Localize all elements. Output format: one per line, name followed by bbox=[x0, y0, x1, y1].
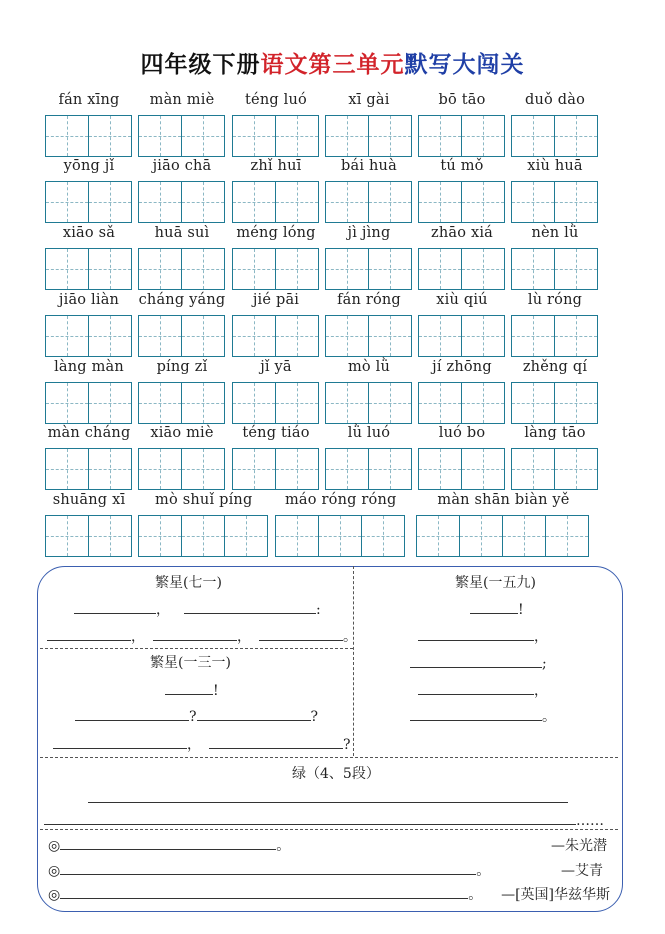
punct: ! bbox=[518, 602, 524, 618]
word-group bbox=[138, 359, 226, 425]
tianzi-boxes bbox=[418, 248, 505, 290]
writing-cell[interactable] bbox=[89, 182, 131, 222]
pinyin-label: luó bo bbox=[438, 425, 486, 441]
section-title-fanxing71: 繁星(七一) bbox=[155, 575, 222, 591]
punct: ， bbox=[156, 602, 170, 618]
pinyin-label: jì jìng bbox=[347, 225, 391, 241]
writing-cell[interactable] bbox=[419, 383, 462, 423]
writing-cell[interactable] bbox=[46, 383, 89, 423]
tianzi-boxes bbox=[511, 315, 598, 357]
tianzi-boxes bbox=[511, 448, 598, 490]
writing-cell[interactable] bbox=[233, 383, 276, 423]
punct: ? bbox=[189, 709, 197, 725]
writing-cell[interactable] bbox=[326, 182, 369, 222]
tianzi-boxes bbox=[325, 115, 412, 157]
writing-cell[interactable] bbox=[182, 182, 224, 222]
pinyin-label: mò shuǐ píng bbox=[155, 492, 253, 508]
writing-cell[interactable] bbox=[89, 316, 131, 356]
title-part-2: 语文第三单元 bbox=[260, 52, 405, 78]
tianzi-boxes bbox=[511, 181, 598, 223]
writing-cell[interactable] bbox=[369, 249, 411, 289]
pinyin-label: xiù huā bbox=[527, 158, 583, 174]
pinyin-label: téng luó bbox=[245, 92, 307, 108]
divider-lv bbox=[40, 757, 618, 758]
pinyin-label: làng tāo bbox=[524, 425, 586, 441]
writing-cell[interactable] bbox=[512, 316, 555, 356]
word-group bbox=[325, 225, 413, 291]
word-group bbox=[45, 292, 133, 358]
writing-cell[interactable] bbox=[233, 249, 276, 289]
word-group bbox=[232, 92, 320, 158]
writing-cell[interactable] bbox=[326, 316, 369, 356]
tianzi-boxes bbox=[138, 115, 225, 157]
blank[interactable] bbox=[44, 810, 576, 825]
writing-cell[interactable] bbox=[46, 182, 89, 222]
writing-cell[interactable] bbox=[276, 449, 318, 489]
section-title-lv: 绿（4、5段） bbox=[292, 766, 380, 782]
pinyin-label: bō tāo bbox=[438, 92, 486, 108]
tianzi-boxes bbox=[138, 248, 225, 290]
word-group bbox=[232, 225, 320, 291]
writing-cell[interactable] bbox=[503, 516, 546, 556]
pinyin-label: màn miè bbox=[149, 92, 215, 108]
pinyin-label: shuāng xī bbox=[52, 492, 126, 508]
blank[interactable] bbox=[418, 680, 534, 695]
writing-cell[interactable] bbox=[139, 249, 182, 289]
writing-cell[interactable] bbox=[555, 316, 597, 356]
writing-cell[interactable] bbox=[369, 449, 411, 489]
tianzi-boxes bbox=[511, 115, 598, 157]
word-group bbox=[45, 158, 133, 224]
quote-author-3: —[英国]华兹华斯 bbox=[501, 887, 610, 903]
word-group bbox=[45, 425, 133, 491]
word-group bbox=[418, 158, 506, 224]
circle-mark-icon: ◎ bbox=[48, 838, 61, 854]
writing-cell[interactable] bbox=[462, 316, 504, 356]
fanxing71-line-1 bbox=[74, 599, 321, 619]
writing-cell[interactable] bbox=[182, 383, 224, 423]
writing-cell[interactable] bbox=[182, 249, 224, 289]
tianzi-boxes bbox=[325, 248, 412, 290]
writing-cell[interactable] bbox=[46, 249, 89, 289]
pinyin-label: máo róng róng bbox=[284, 492, 397, 508]
fanxing131-line-3 bbox=[53, 734, 351, 754]
word-group bbox=[511, 425, 599, 491]
fanxing159-line-1 bbox=[470, 599, 524, 618]
word-group bbox=[511, 92, 599, 158]
tianzi-boxes bbox=[232, 248, 319, 290]
blank[interactable] bbox=[197, 706, 311, 721]
writing-cell[interactable] bbox=[89, 449, 131, 489]
pinyin-label: xī gài bbox=[348, 92, 390, 108]
writing-cell[interactable] bbox=[555, 249, 597, 289]
tianzi-boxes bbox=[325, 382, 412, 424]
tianzi-boxes bbox=[45, 382, 132, 424]
tianzi-boxes bbox=[138, 315, 225, 357]
pinyin-label: lù róng bbox=[527, 292, 583, 308]
writing-cell[interactable] bbox=[419, 116, 462, 156]
fanxing159-line-2 bbox=[418, 626, 548, 646]
writing-cell[interactable] bbox=[555, 116, 597, 156]
writing-cell[interactable] bbox=[362, 516, 404, 556]
writing-cell[interactable] bbox=[276, 116, 318, 156]
writing-cell[interactable] bbox=[139, 449, 182, 489]
word-group bbox=[418, 92, 506, 158]
writing-cell[interactable] bbox=[462, 383, 504, 423]
tianzi-boxes bbox=[418, 181, 505, 223]
punct: ， bbox=[187, 737, 201, 753]
writing-cell[interactable] bbox=[46, 516, 89, 556]
writing-cell[interactable] bbox=[460, 516, 503, 556]
writing-cell[interactable] bbox=[89, 383, 131, 423]
punct: 。 bbox=[343, 629, 357, 645]
writing-cell[interactable] bbox=[369, 116, 411, 156]
writing-cell[interactable] bbox=[139, 116, 182, 156]
tianzi-boxes bbox=[511, 382, 598, 424]
writing-cell[interactable] bbox=[326, 449, 369, 489]
pinyin-label: huā suì bbox=[154, 225, 210, 241]
word-group bbox=[325, 158, 413, 224]
quote-line-3 bbox=[48, 884, 482, 904]
tianzi-boxes bbox=[325, 181, 412, 223]
pinyin-label: mò lǜ bbox=[347, 359, 391, 375]
word-group bbox=[418, 425, 506, 491]
writing-cell[interactable] bbox=[182, 116, 224, 156]
writing-cell[interactable] bbox=[326, 383, 369, 423]
tianzi-boxes bbox=[325, 448, 412, 490]
punct: 。 bbox=[476, 863, 491, 879]
pinyin-label: tú mǒ bbox=[440, 158, 484, 174]
blank[interactable] bbox=[470, 599, 518, 614]
quote-line-1 bbox=[48, 835, 290, 855]
fanxing159-line-4 bbox=[418, 680, 548, 700]
section-title-fanxing131: 繁星(一三一) bbox=[150, 655, 231, 671]
writing-cell[interactable] bbox=[417, 516, 460, 556]
blank[interactable] bbox=[165, 680, 213, 695]
pinyin-label: cháng yáng bbox=[138, 292, 226, 308]
blank[interactable] bbox=[184, 599, 316, 614]
writing-cell[interactable] bbox=[233, 449, 276, 489]
word-group bbox=[511, 225, 599, 291]
tianzi-boxes bbox=[45, 181, 132, 223]
tianzi-boxes bbox=[45, 448, 132, 490]
writing-cell[interactable] bbox=[555, 383, 597, 423]
pinyin-label: píng zǐ bbox=[156, 359, 208, 375]
writing-cell[interactable] bbox=[462, 182, 504, 222]
tianzi-boxes bbox=[232, 448, 319, 490]
pinyin-label: jiāo chā bbox=[152, 158, 212, 174]
tianzi-boxes bbox=[416, 515, 589, 557]
tianzi-boxes bbox=[418, 115, 505, 157]
tianzi-boxes bbox=[138, 448, 225, 490]
writing-cell[interactable] bbox=[419, 449, 462, 489]
pinyin-label: duǒ dào bbox=[524, 92, 586, 108]
punct: ， bbox=[534, 683, 548, 699]
pinyin-label: lǜ luó bbox=[347, 425, 391, 441]
tianzi-boxes bbox=[138, 382, 225, 424]
blank[interactable] bbox=[47, 626, 131, 641]
writing-cell[interactable] bbox=[89, 516, 131, 556]
word-group bbox=[45, 225, 133, 291]
lv-line-1 bbox=[88, 788, 568, 807]
blank[interactable] bbox=[418, 626, 534, 641]
tianzi-boxes bbox=[138, 181, 225, 223]
word-group bbox=[511, 292, 599, 358]
word-group bbox=[325, 359, 413, 425]
writing-cell[interactable] bbox=[512, 116, 555, 156]
pinyin-label: bái huà bbox=[341, 158, 397, 174]
blank[interactable] bbox=[75, 706, 189, 721]
pinyin-label: fán xīng bbox=[58, 92, 120, 108]
writing-cell[interactable] bbox=[139, 516, 182, 556]
tianzi-boxes bbox=[232, 315, 319, 357]
word-group bbox=[138, 492, 270, 558]
circle-mark-icon: ◎ bbox=[48, 863, 61, 879]
blank[interactable] bbox=[410, 706, 542, 721]
quote-author-1: —朱光潜 bbox=[551, 838, 607, 854]
tianzi-boxes bbox=[232, 382, 319, 424]
writing-cell[interactable] bbox=[182, 316, 224, 356]
pinyin-label: téng tiáo bbox=[242, 425, 310, 441]
divider-quotes bbox=[40, 829, 618, 830]
writing-cell[interactable] bbox=[419, 182, 462, 222]
writing-cell[interactable] bbox=[512, 182, 555, 222]
quote-line-2 bbox=[48, 860, 490, 880]
tianzi-boxes bbox=[511, 248, 598, 290]
writing-cell[interactable] bbox=[225, 516, 267, 556]
punct: ; bbox=[542, 656, 547, 672]
word-group bbox=[45, 92, 133, 158]
word-group bbox=[232, 158, 320, 224]
punct: ， bbox=[237, 629, 251, 645]
writing-cell[interactable] bbox=[89, 116, 131, 156]
writing-cell[interactable] bbox=[276, 249, 318, 289]
pinyin-label: xiāo miè bbox=[150, 425, 214, 441]
tianzi-boxes bbox=[232, 115, 319, 157]
punct: ? bbox=[343, 737, 351, 753]
tianzi-boxes bbox=[138, 515, 268, 557]
vertical-divider bbox=[353, 566, 354, 756]
lv-line-2 bbox=[44, 810, 604, 829]
blank[interactable] bbox=[410, 653, 542, 668]
ellipsis: …… bbox=[576, 813, 604, 829]
word-group bbox=[511, 158, 599, 224]
word-group bbox=[45, 359, 133, 425]
word-group bbox=[138, 425, 226, 491]
pinyin-label: yōng jǐ bbox=[63, 158, 115, 174]
writing-cell[interactable] bbox=[139, 383, 182, 423]
writing-cell[interactable] bbox=[319, 516, 362, 556]
tianzi-boxes bbox=[418, 382, 505, 424]
fanxing159-line-3 bbox=[410, 653, 547, 672]
fanxing159-line-5 bbox=[410, 706, 556, 726]
punct: : bbox=[316, 602, 321, 618]
word-group bbox=[232, 292, 320, 358]
divider-left bbox=[40, 648, 353, 649]
blank[interactable] bbox=[53, 734, 187, 749]
tianzi-boxes bbox=[45, 248, 132, 290]
punct: 。 bbox=[542, 709, 556, 725]
blank[interactable] bbox=[259, 626, 343, 641]
word-group bbox=[325, 92, 413, 158]
tianzi-boxes bbox=[325, 315, 412, 357]
fanxing131-line-2 bbox=[75, 706, 318, 725]
punct: ， bbox=[131, 629, 145, 645]
word-group bbox=[45, 492, 133, 558]
word-group bbox=[138, 158, 226, 224]
writing-cell[interactable] bbox=[139, 316, 182, 356]
word-group bbox=[418, 292, 506, 358]
writing-cell[interactable] bbox=[555, 182, 597, 222]
pinyin-label: jié pāi bbox=[252, 292, 300, 308]
word-group bbox=[418, 225, 506, 291]
writing-cell[interactable] bbox=[512, 249, 555, 289]
blank[interactable] bbox=[60, 860, 476, 875]
writing-cell[interactable] bbox=[182, 516, 225, 556]
word-group bbox=[416, 492, 591, 558]
word-group bbox=[418, 359, 506, 425]
pinyin-label: fán róng bbox=[337, 292, 401, 308]
writing-cell[interactable] bbox=[326, 249, 369, 289]
tianzi-boxes bbox=[45, 515, 132, 557]
writing-cell[interactable] bbox=[555, 449, 597, 489]
word-group bbox=[275, 492, 407, 558]
word-group bbox=[232, 359, 320, 425]
writing-cell[interactable] bbox=[46, 116, 89, 156]
pinyin-label: làng màn bbox=[54, 359, 124, 375]
fanxing71-line-2 bbox=[47, 626, 357, 646]
tianzi-boxes bbox=[418, 315, 505, 357]
writing-cell[interactable] bbox=[46, 449, 89, 489]
title-part-3: 默写大闯关 bbox=[404, 52, 525, 78]
writing-cell[interactable] bbox=[182, 449, 224, 489]
pinyin-label: zhěng qí bbox=[522, 359, 588, 375]
blank[interactable] bbox=[74, 599, 156, 614]
quote-author-2: —艾青 bbox=[561, 863, 603, 879]
tianzi-boxes bbox=[45, 315, 132, 357]
fanxing131-line-1 bbox=[165, 680, 219, 699]
pinyin-label: màn shān biàn yě bbox=[437, 492, 570, 508]
title-part-1: 四年级下册 bbox=[140, 52, 261, 78]
writing-cell[interactable] bbox=[462, 116, 504, 156]
writing-cell[interactable] bbox=[369, 182, 411, 222]
punct: ? bbox=[310, 709, 319, 725]
writing-cell[interactable] bbox=[139, 182, 182, 222]
pinyin-label: nèn lǜ bbox=[531, 225, 579, 241]
writing-cell[interactable] bbox=[233, 116, 276, 156]
writing-cell[interactable] bbox=[276, 383, 318, 423]
word-group bbox=[232, 425, 320, 491]
blank[interactable] bbox=[209, 734, 343, 749]
pinyin-label: zhāo xiá bbox=[430, 225, 494, 241]
writing-cell[interactable] bbox=[276, 516, 319, 556]
tianzi-boxes bbox=[45, 115, 132, 157]
word-group bbox=[325, 292, 413, 358]
pinyin-label: màn cháng bbox=[47, 425, 131, 441]
tianzi-boxes bbox=[232, 181, 319, 223]
punct: ! bbox=[213, 683, 219, 699]
writing-cell[interactable] bbox=[462, 249, 504, 289]
blank[interactable] bbox=[88, 788, 568, 803]
writing-cell[interactable] bbox=[233, 316, 276, 356]
writing-cell[interactable] bbox=[369, 383, 411, 423]
writing-cell[interactable] bbox=[512, 449, 555, 489]
writing-cell[interactable] bbox=[276, 182, 318, 222]
section-title-fanxing159: 繁星(一五九) bbox=[455, 575, 536, 591]
writing-cell[interactable] bbox=[369, 316, 411, 356]
punct: ， bbox=[534, 629, 548, 645]
writing-cell[interactable] bbox=[512, 383, 555, 423]
punct: 。 bbox=[468, 887, 483, 903]
blank[interactable] bbox=[153, 626, 237, 641]
pinyin-label: xiāo sǎ bbox=[62, 225, 116, 241]
pinyin-label: méng lóng bbox=[236, 225, 316, 241]
writing-cell[interactable] bbox=[419, 316, 462, 356]
punct: 。 bbox=[276, 838, 291, 854]
writing-cell[interactable] bbox=[462, 449, 504, 489]
writing-cell[interactable] bbox=[233, 182, 276, 222]
circle-mark-icon: ◎ bbox=[48, 887, 61, 903]
writing-cell[interactable] bbox=[276, 316, 318, 356]
pinyin-label: xiù qiú bbox=[436, 292, 488, 308]
word-group bbox=[325, 425, 413, 491]
word-group bbox=[511, 359, 599, 425]
word-group bbox=[138, 92, 226, 158]
writing-cell[interactable] bbox=[419, 249, 462, 289]
writing-cell[interactable] bbox=[546, 516, 588, 556]
pinyin-label: jiāo liàn bbox=[58, 292, 120, 308]
pinyin-label: jí zhōng bbox=[432, 359, 492, 375]
word-group bbox=[138, 292, 226, 358]
pinyin-label: zhǐ huī bbox=[250, 158, 302, 174]
pinyin-label: jǐ yā bbox=[260, 359, 292, 375]
tianzi-boxes bbox=[275, 515, 405, 557]
blank[interactable] bbox=[60, 884, 468, 899]
writing-cell[interactable] bbox=[326, 116, 369, 156]
word-group bbox=[138, 225, 226, 291]
blank[interactable] bbox=[60, 835, 276, 850]
writing-cell[interactable] bbox=[46, 316, 89, 356]
tianzi-boxes bbox=[418, 448, 505, 490]
writing-cell[interactable] bbox=[89, 249, 131, 289]
